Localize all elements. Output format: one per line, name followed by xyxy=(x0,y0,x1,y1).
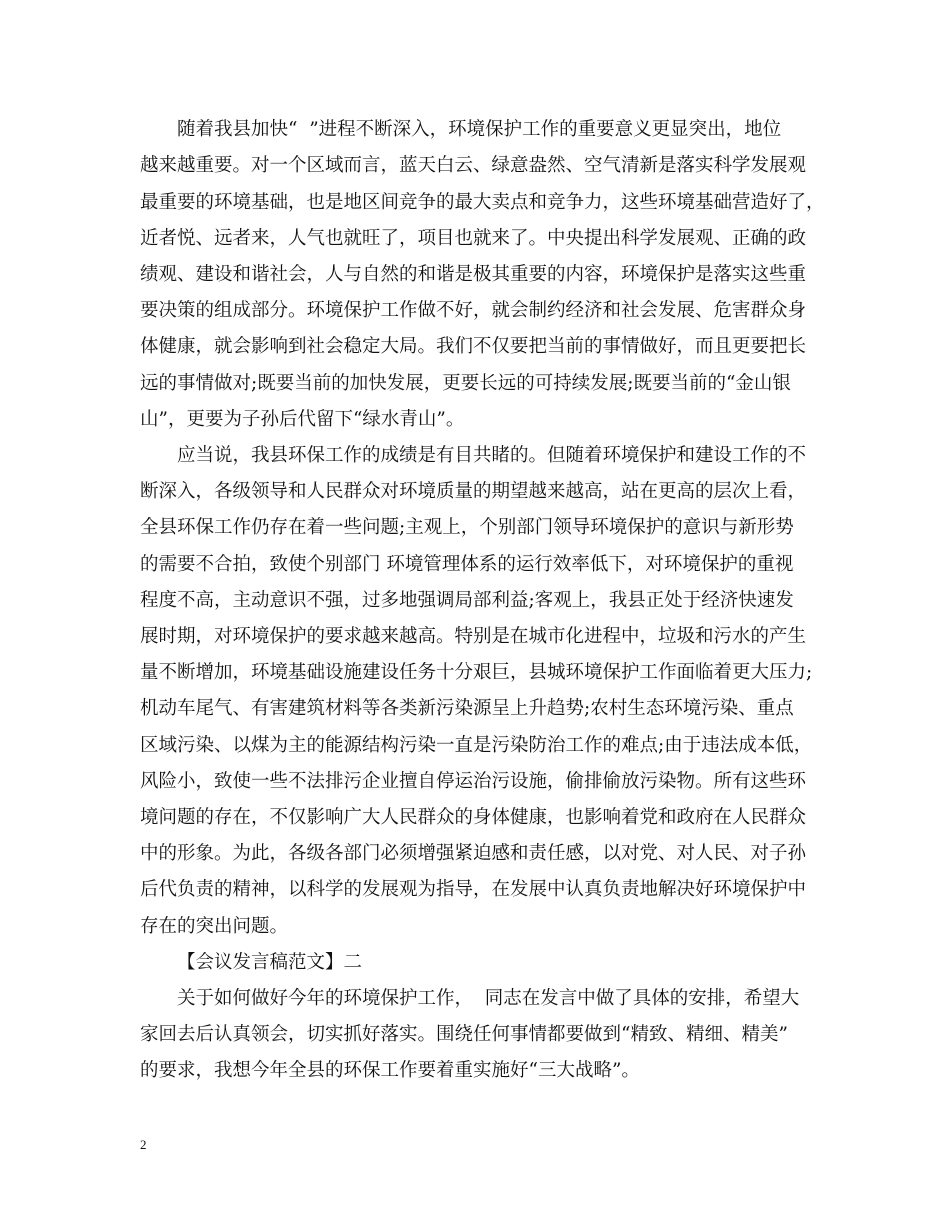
text-line: 关于如何做好今年的环境保护工作， 同志在发言中做了具体的安排，希望大 xyxy=(177,988,800,1009)
text-line: 展时期，对环境保护的要求越来越高。特别是在城市化进程中，垃圾和污水的产生 xyxy=(140,626,807,647)
text-line: 量不断增加，环境基础设施建设任务十分艰巨，县城环境保护工作面临着更大压力; xyxy=(140,662,813,683)
text-line: 机动车尾气、有害建筑材料等各类新污染源呈上升趋势;农村生态环境污染、重点 xyxy=(140,698,794,719)
text-line: 中的形象。为此，各级各部门必须增强紧迫感和责任感，以对党、对人民、对子孙 xyxy=(140,843,807,864)
text-line: 境问题的存在，不仅影响广大人民群众的身体健康，也影响着党和政府在人民群众 xyxy=(140,807,807,828)
text-line: 远的事情做对;既要当前的加快发展，更要长远的可持续发展;既要当前的“金山银 xyxy=(140,373,791,394)
text-line: 断深入，各级领导和人民群众对环境质量的期望越来越高，站在更高的层次上看， xyxy=(140,481,807,502)
text-line: 山”，更要为子孙后代留下“绿水青山”。 xyxy=(140,409,465,430)
text-line: 的需要不合拍，致使个别部门 环境管理体系的运行效率低下，对环境保护的重视 xyxy=(140,554,794,575)
text-line: 越来越重要。对一个区域而言，蓝天白云、绿意盎然、空气清新是落实科学发展观 xyxy=(140,155,807,176)
section-heading: 【会议发言稿范文】二 xyxy=(177,952,363,973)
text-line: 全县环保工作仍存在着一些问题;主观上，个别部门领导环境保护的意识与新形势 xyxy=(140,517,794,538)
text-line: 绩观、建设和谐社会，人与自然的和谐是极其重要的内容，环境保护是落实这些重 xyxy=(140,264,807,285)
text-line: 风险小，致使一些不法排污企业擅自停运治污设施，偷排偷放污染物。所有这些环 xyxy=(140,771,807,792)
text-line: 体健康，就会影响到社会稳定大局。我们不仅要把当前的事情做好，而且更要把长 xyxy=(140,336,807,357)
text-line: 区域污染、以煤为主的能源结构污染一直是污染防治工作的难点;由于违法成本低， xyxy=(140,735,813,756)
text-line: 要决策的组成部分。环境保护工作做不好，就会制约经济和社会发展、危害群众身 xyxy=(140,300,807,321)
text-line: 最重要的环境基础，也是地区间竞争的最大卖点和竞争力，这些环境基础营造好了， xyxy=(140,192,825,213)
page-number: 2 xyxy=(140,1137,147,1152)
text-line: 存在的突出问题。 xyxy=(140,916,289,937)
text-line: 的要求，我想今年全县的环保工作要着重实施好“三大战略”。 xyxy=(140,1060,640,1081)
text-line: 后代负责的精神，以科学的发展观为指导，在发展中认真负责地解决好环境保护中 xyxy=(140,879,807,900)
text-line: 近者悦、远者来，人气也就旺了，项目也就来了。中央提出科学发展观、正确的政 xyxy=(140,228,807,249)
text-line: 家回去后认真领会，切实抓好落实。围绕任何事情都要做到“精致、精细、精美” xyxy=(140,1024,788,1045)
text-line: 随着我县加快“ ”进程不断深入，环境保护工作的重要意义更显突出，地位 xyxy=(177,119,782,140)
text-line: 应当说，我县环保工作的成绩是有目共睹的。但随着环境保护和建设工作的不 xyxy=(177,445,807,466)
text-line: 程度不高，主动意识不强，过多地强调局部利益;客观上，我县正处于经济快速发 xyxy=(140,590,794,611)
